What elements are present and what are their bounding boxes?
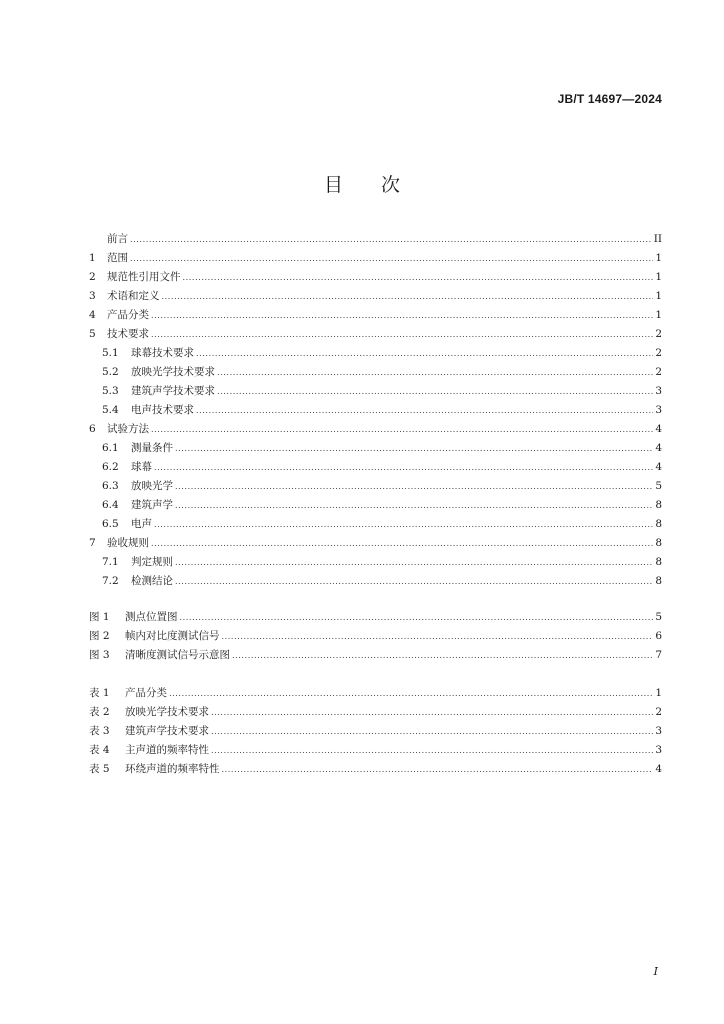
dot-leader (175, 572, 653, 591)
entry-label: 放映光学技术要求 (131, 366, 215, 378)
dot-leader (222, 760, 654, 779)
toc-list (89, 230, 662, 591)
entry-page: 1 (655, 309, 662, 321)
entry-number: 表 4 (89, 744, 110, 756)
table-list (89, 684, 662, 779)
dot-leader (175, 496, 653, 515)
figure-entry[interactable] (89, 646, 662, 665)
page-number: I (653, 965, 658, 978)
entry-number: 6.3 (102, 480, 119, 492)
entry-label: 前言 (107, 233, 128, 245)
dot-leader (154, 515, 653, 534)
figure-list (89, 608, 662, 665)
dot-leader (217, 363, 653, 382)
entry-page: 2 (655, 366, 662, 378)
entry-page: 1 (655, 271, 662, 283)
entry-number: 图 3 (89, 649, 110, 661)
entry-label: 电声 (131, 518, 152, 530)
entry-number: 5 (89, 328, 96, 340)
entry-page: 5 (655, 611, 662, 623)
entry-number: 表 2 (89, 706, 110, 718)
entry-label: 球幕 (131, 461, 152, 473)
toc-entry[interactable] (89, 534, 662, 553)
dot-leader (211, 741, 653, 760)
entry-number: 7.1 (102, 556, 119, 568)
toc-entry[interactable] (89, 477, 662, 496)
standard-code: JB/T 14697—2024 (557, 92, 662, 106)
entry-label: 建筑声学技术要求 (131, 385, 215, 397)
entry-number: 7.2 (102, 575, 119, 587)
entry-page: 3 (655, 725, 662, 737)
entry-label: 放映光学 (131, 480, 173, 492)
dot-leader (169, 684, 653, 703)
toc-entry[interactable] (89, 382, 662, 401)
entry-page: 5 (655, 480, 662, 492)
entry-label: 清晰度测试信号示意图 (125, 649, 230, 661)
entry-number: 6 (89, 423, 96, 435)
entry-label: 测量条件 (131, 442, 173, 454)
entry-number: 表 5 (89, 763, 110, 775)
toc-entry[interactable] (89, 344, 662, 363)
toc-entry[interactable] (89, 553, 662, 572)
table-entry[interactable] (89, 741, 662, 760)
toc-entry[interactable] (89, 515, 662, 534)
toc-entry[interactable] (89, 230, 662, 249)
entry-page: II (653, 233, 662, 245)
dot-leader (130, 249, 653, 268)
entry-label: 帧内对比度测试信号 (125, 630, 220, 642)
entry-page: 4 (655, 763, 662, 775)
toc-entry[interactable] (89, 268, 662, 287)
entry-number: 5.1 (102, 347, 119, 359)
entry-page: 1 (655, 290, 662, 302)
dot-leader (217, 382, 653, 401)
dot-leader (175, 477, 653, 496)
entry-number: 6.2 (102, 461, 119, 473)
entry-page: 2 (655, 706, 662, 718)
entry-page: 8 (655, 575, 662, 587)
dot-leader (211, 722, 653, 741)
entry-label: 验收规则 (107, 537, 149, 549)
entry-page: 2 (655, 328, 662, 340)
entry-label: 测点位置图 (125, 611, 178, 623)
entry-label: 建筑声学技术要求 (125, 725, 209, 737)
entry-page: 6 (655, 630, 662, 642)
entry-label: 判定规则 (131, 556, 173, 568)
toc-entry[interactable] (89, 458, 662, 477)
entry-label: 电声技术要求 (131, 404, 194, 416)
entry-number: 图 2 (89, 630, 110, 642)
toc-entry[interactable] (89, 439, 662, 458)
entry-number: 5.4 (102, 404, 119, 416)
table-entry[interactable] (89, 760, 662, 779)
entry-page: 3 (655, 404, 662, 416)
table-entry[interactable] (89, 703, 662, 722)
entry-label: 主声道的频率特性 (125, 744, 209, 756)
toc-entry[interactable] (89, 496, 662, 515)
entry-page: 7 (655, 649, 662, 661)
dot-leader (180, 608, 654, 627)
entry-page: 8 (655, 518, 662, 530)
entry-page: 3 (655, 385, 662, 397)
entry-number: 表 1 (89, 687, 110, 699)
entry-number: 图 1 (89, 611, 110, 623)
toc-entry[interactable] (89, 401, 662, 420)
dot-leader (175, 553, 653, 572)
entry-number: 7 (89, 537, 96, 549)
entry-label: 建筑声学 (131, 499, 173, 511)
entry-label: 技术要求 (107, 328, 149, 340)
entry-number: 6.4 (102, 499, 119, 511)
dot-leader (154, 458, 653, 477)
entry-page: 2 (655, 347, 662, 359)
entry-label: 放映光学技术要求 (125, 706, 209, 718)
entry-page: 4 (655, 461, 662, 473)
toc-entry[interactable] (89, 249, 662, 268)
figure-entry[interactable] (89, 608, 662, 627)
entry-page: 4 (655, 423, 662, 435)
entry-number: 5.2 (102, 366, 119, 378)
entry-number: 表 3 (89, 725, 110, 737)
dot-leader (232, 646, 653, 665)
toc-entry[interactable] (89, 287, 662, 306)
toc-entry[interactable] (89, 325, 662, 344)
entry-label: 检测结论 (131, 575, 173, 587)
entry-page: 8 (655, 556, 662, 568)
dot-leader (211, 703, 653, 722)
entry-number: 6.5 (102, 518, 119, 530)
page-title: 目次 (323, 174, 438, 196)
entry-number: 6.1 (102, 442, 119, 454)
entry-number: 4 (89, 309, 96, 321)
dot-leader (151, 534, 653, 553)
dot-leader (130, 230, 652, 249)
entry-number: 5.3 (102, 385, 119, 397)
dot-leader (151, 420, 653, 439)
entry-page: 1 (655, 687, 662, 699)
toc-entry[interactable] (89, 363, 662, 382)
dot-leader (151, 325, 653, 344)
entry-page: 1 (655, 252, 662, 264)
figure-entry[interactable] (89, 627, 662, 646)
dot-leader (183, 268, 654, 287)
toc-entry[interactable] (89, 306, 662, 325)
dot-leader (162, 287, 654, 306)
dot-leader (151, 306, 653, 325)
entry-label: 规范性引用文件 (107, 271, 181, 283)
dot-leader (196, 401, 653, 420)
entry-label: 范围 (107, 252, 128, 264)
toc-entry[interactable] (89, 420, 662, 439)
entry-number: 3 (89, 290, 96, 302)
table-entry[interactable] (89, 684, 662, 703)
entry-number: 1 (89, 252, 96, 264)
toc-entry[interactable] (89, 572, 662, 591)
dot-leader (222, 627, 654, 646)
dot-leader (175, 439, 653, 458)
entry-label: 产品分类 (125, 687, 167, 699)
entry-page: 8 (655, 499, 662, 511)
entry-page: 4 (655, 442, 662, 454)
dot-leader (196, 344, 653, 363)
entry-label: 试验方法 (107, 423, 149, 435)
entry-page: 3 (655, 744, 662, 756)
entry-label: 术语和定义 (107, 290, 160, 302)
entry-page: 8 (655, 537, 662, 549)
entry-label: 环绕声道的频率特性 (125, 763, 220, 775)
entry-label: 球幕技术要求 (131, 347, 194, 359)
entry-label: 产品分类 (107, 309, 149, 321)
entry-number: 2 (89, 271, 96, 283)
table-entry[interactable] (89, 722, 662, 741)
